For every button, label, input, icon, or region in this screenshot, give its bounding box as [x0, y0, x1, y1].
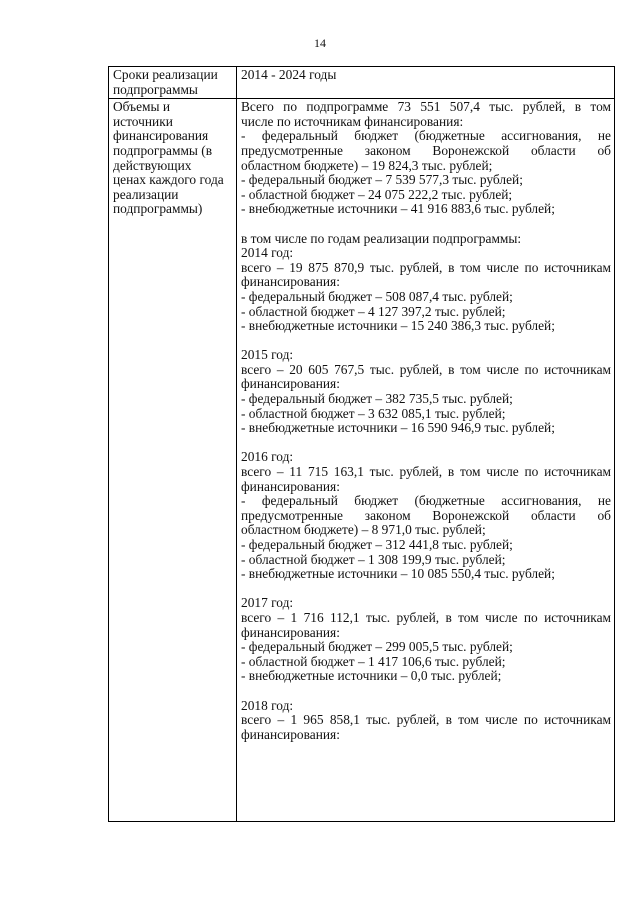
- terms-label-cell: [109, 67, 237, 99]
- year-heading: 2015 год:: [241, 347, 294, 363]
- text-line: - областной бюджет – 3 632 085,1 тыс. рублей;: [241, 405, 506, 421]
- label-line: Сроки реализации: [113, 67, 218, 82]
- text-line: - областной бюджет – 1 417 106,6 тыс. рублей;: [241, 653, 506, 669]
- year-heading: 2017 год:: [241, 595, 294, 611]
- funding-label-cell: [109, 99, 237, 822]
- funding-text: [241, 100, 611, 820]
- text-line: - областной бюджет – 24 075 222,2 тыс. рублей;: [241, 186, 513, 202]
- table-row-terms: [109, 67, 615, 99]
- terms-value: 2014 - 2024 годы: [241, 67, 337, 82]
- label-line: подпрограммы: [113, 81, 198, 97]
- label-line: подпрограммы (в: [113, 142, 213, 158]
- text-line: - федеральный бюджет – 382 735,5 тыс. рублей;: [241, 391, 513, 407]
- text-line: - федеральный бюджет (бюджетные ассигнования, не: [241, 128, 611, 144]
- text-line: - федеральный бюджет – 508 087,4 тыс. рублей;: [241, 288, 513, 304]
- text-line: финансирования:: [241, 376, 340, 392]
- text-line: всего – 1 965 858,1 тыс. рублей, в том числе по источникам: [241, 712, 611, 728]
- label-line: реализации: [113, 186, 179, 202]
- year-heading: 2014 год:: [241, 245, 294, 261]
- text-line: предусмотренные законом Воронежской области об: [241, 507, 611, 523]
- text-line: числе по источникам финансирования:: [241, 113, 464, 129]
- text-line: Всего по подпрограмме 73 551 507,4 тыс. рублей, в том: [241, 100, 611, 115]
- text-line: всего – 11 715 163,1 тыс. рублей, в том числе по источникам: [241, 464, 611, 480]
- text-line: финансирования:: [241, 726, 340, 742]
- text-line: финансирования:: [241, 478, 340, 494]
- text-line: областном бюджете) – 19 824,3 тыс. рублей;: [241, 157, 493, 173]
- label-line: финансирования: [113, 128, 209, 144]
- year-heading: 2018 год:: [241, 697, 294, 713]
- text-line: финансирования:: [241, 624, 340, 640]
- label-line: источники: [113, 113, 173, 129]
- terms-value-cell: [237, 67, 615, 99]
- text-line: предусмотренные законом Воронежской области об: [241, 142, 611, 158]
- label-line: действующих: [113, 157, 192, 173]
- text-line: всего – 1 716 112,1 тыс. рублей, в том числе по источникам: [241, 609, 611, 625]
- text-line: - федеральный бюджет – 312 441,8 тыс. рублей;: [241, 537, 513, 552]
- label-line: ценах каждого года: [113, 172, 224, 188]
- table-row-funding: [109, 99, 615, 822]
- text-line: - внебюджетные источники – 16 590 946,9 тыс. рублей;: [241, 420, 555, 436]
- text-line: областном бюджете) – 8 971,0 тыс. рублей;: [241, 522, 486, 538]
- page-number: 14: [314, 36, 326, 50]
- label-line: Объемы и: [113, 99, 171, 115]
- text-line: - областной бюджет – 1 308 199,9 тыс. рублей;: [241, 551, 506, 567]
- text-line: - федеральный бюджет – 299 005,5 тыс. рублей;: [241, 639, 513, 655]
- text-line: - федеральный бюджет – 7 539 577,3 тыс. рублей;: [241, 172, 523, 188]
- funding-value-cell: [237, 99, 615, 822]
- text-line: - внебюджетные источники – 41 916 883,6 тыс. рублей;: [241, 201, 555, 217]
- subprogram-passport-table: [108, 66, 615, 822]
- text-line: - внебюджетные источники – 15 240 386,3 тыс. рублей;: [241, 318, 555, 334]
- text-line: - областной бюджет – 4 127 397,2 тыс. рублей;: [241, 303, 506, 319]
- year-heading: 2016 год:: [241, 449, 294, 465]
- text-line: - внебюджетные источники – 0,0 тыс. рублей;: [241, 668, 502, 684]
- text-line: финансирования:: [241, 274, 340, 290]
- text-line: всего – 19 875 870,9 тыс. рублей, в том числе по источникам: [241, 259, 611, 275]
- label-line: подпрограммы): [113, 201, 203, 217]
- text-line: - внебюджетные источники – 10 085 550,4 тыс. рублей;: [241, 566, 555, 582]
- text-line: - федеральный бюджет (бюджетные ассигнования, не: [241, 493, 611, 509]
- text-line: в том числе по годам реализации подпрограммы:: [241, 230, 522, 246]
- text-line: всего – 20 605 767,5 тыс. рублей, в том числе по источникам: [241, 361, 611, 377]
